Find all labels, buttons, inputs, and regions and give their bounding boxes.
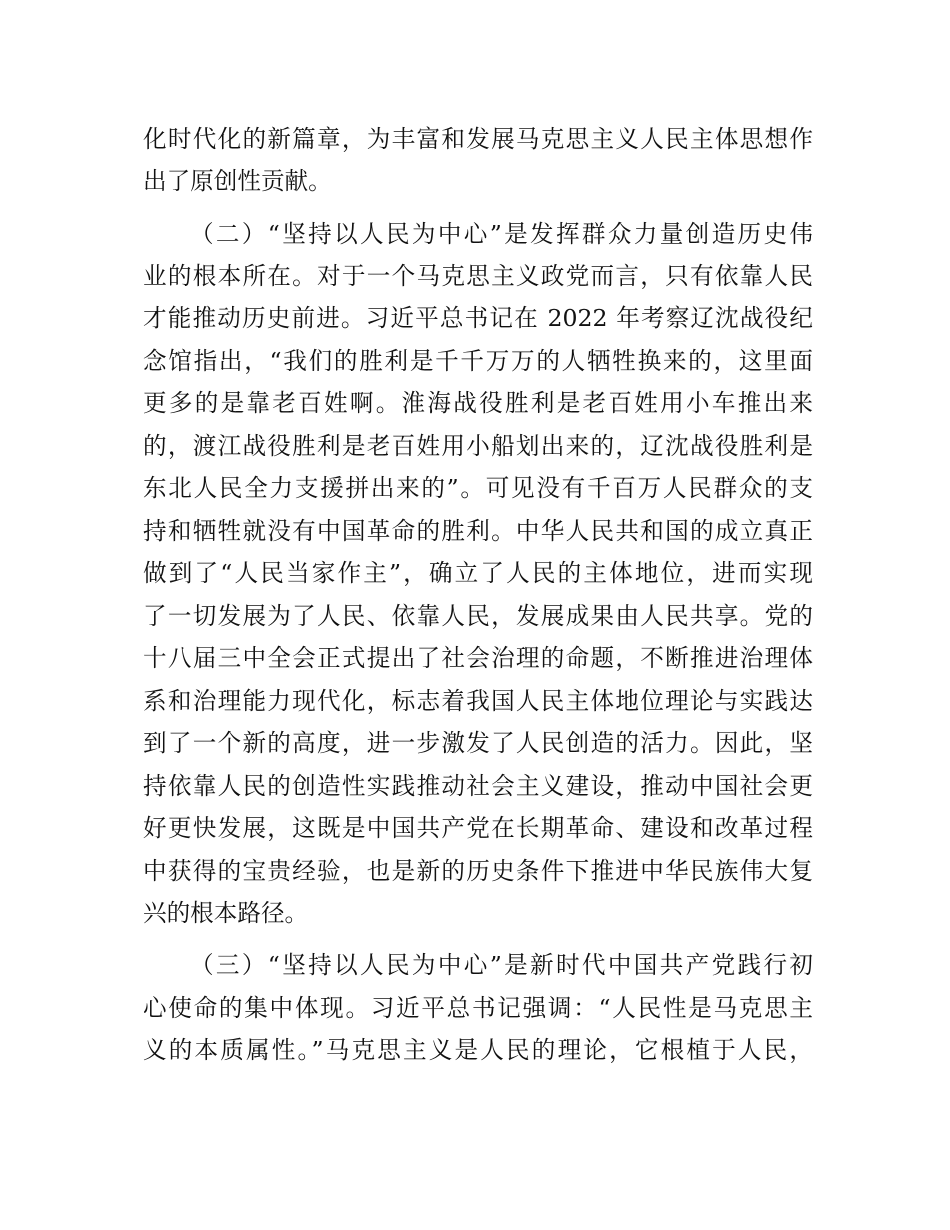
text-line-4: 业的根本所在。对于一个马克思主义政党而言，只有依靠人民 [143,262,813,290]
text-line-6: 念馆指出，“我们的胜利是千千万万的人牺牲换来的，这里面 [143,347,813,375]
text-line-5: 才能推动历史前进。习近平总书记在 2022 年考察辽沈战役纪 [143,304,813,332]
text-line-13: 十八届三中全会正式提出了社会治理的命题，不断推进治理体 [143,644,813,672]
text-line-8: 的，渡江战役胜利是老百姓用小船划出来的，辽沈战役胜利是 [143,432,813,460]
text-line-16: 持依靠人民的创造性实践推动社会主义建设，推动中国社会更 [143,772,813,800]
text-line-11: 做到了“人民当家作主”，确立了人民的主体地位，进而实现 [143,559,813,587]
text-line-10: 持和牺牲就没有中国革命的胜利。中华人民共和国的成立真正 [143,517,813,545]
text-line-9: 东北人民全力支援拼出来的”。可见没有千百万人民群众的支 [143,474,813,502]
text-line-12: 了一切发展为了人民、依靠人民，发展成果由人民共享。党的 [143,602,813,630]
text-line-15: 到了一个新的高度，进一步激发了人民创造的活力。因此，坚 [143,729,813,757]
text-line-1: 化时代化的新篇章，为丰富和发展马克思主义人民主体思想作 [143,125,813,153]
text-line-22: 义的本质属性。”马克思主义是人民的理论，它根植于人民， [143,1036,813,1064]
text-line-2: 出了原创性贡献。 [143,167,332,195]
paragraph-heading-3: （三）“坚持以人民为中心”是新时代中国共产党践行初 [190,951,813,979]
text-line-19: 兴的根本路径。 [143,899,309,927]
text-line-18: 中获得的宝贵经验，也是新的历史条件下推进中华民族伟大复 [143,857,813,885]
paragraph-heading-2: （二）“坚持以人民为中心”是发挥群众力量创造历史伟 [190,220,813,248]
text-line-7: 更多的是靠老百姓啊。淮海战役胜利是老百姓用小车推出来 [143,389,813,417]
text-line-14: 系和治理能力现代化，标志着我国人民主体地位理论与实践达 [143,687,813,715]
text-line-21: 心使命的集中体现。习近平总书记强调：“人民性是马克思主 [143,994,813,1022]
text-line-17: 好更快发展，这既是中国共产党在长期革命、建设和改革过程 [143,814,813,842]
